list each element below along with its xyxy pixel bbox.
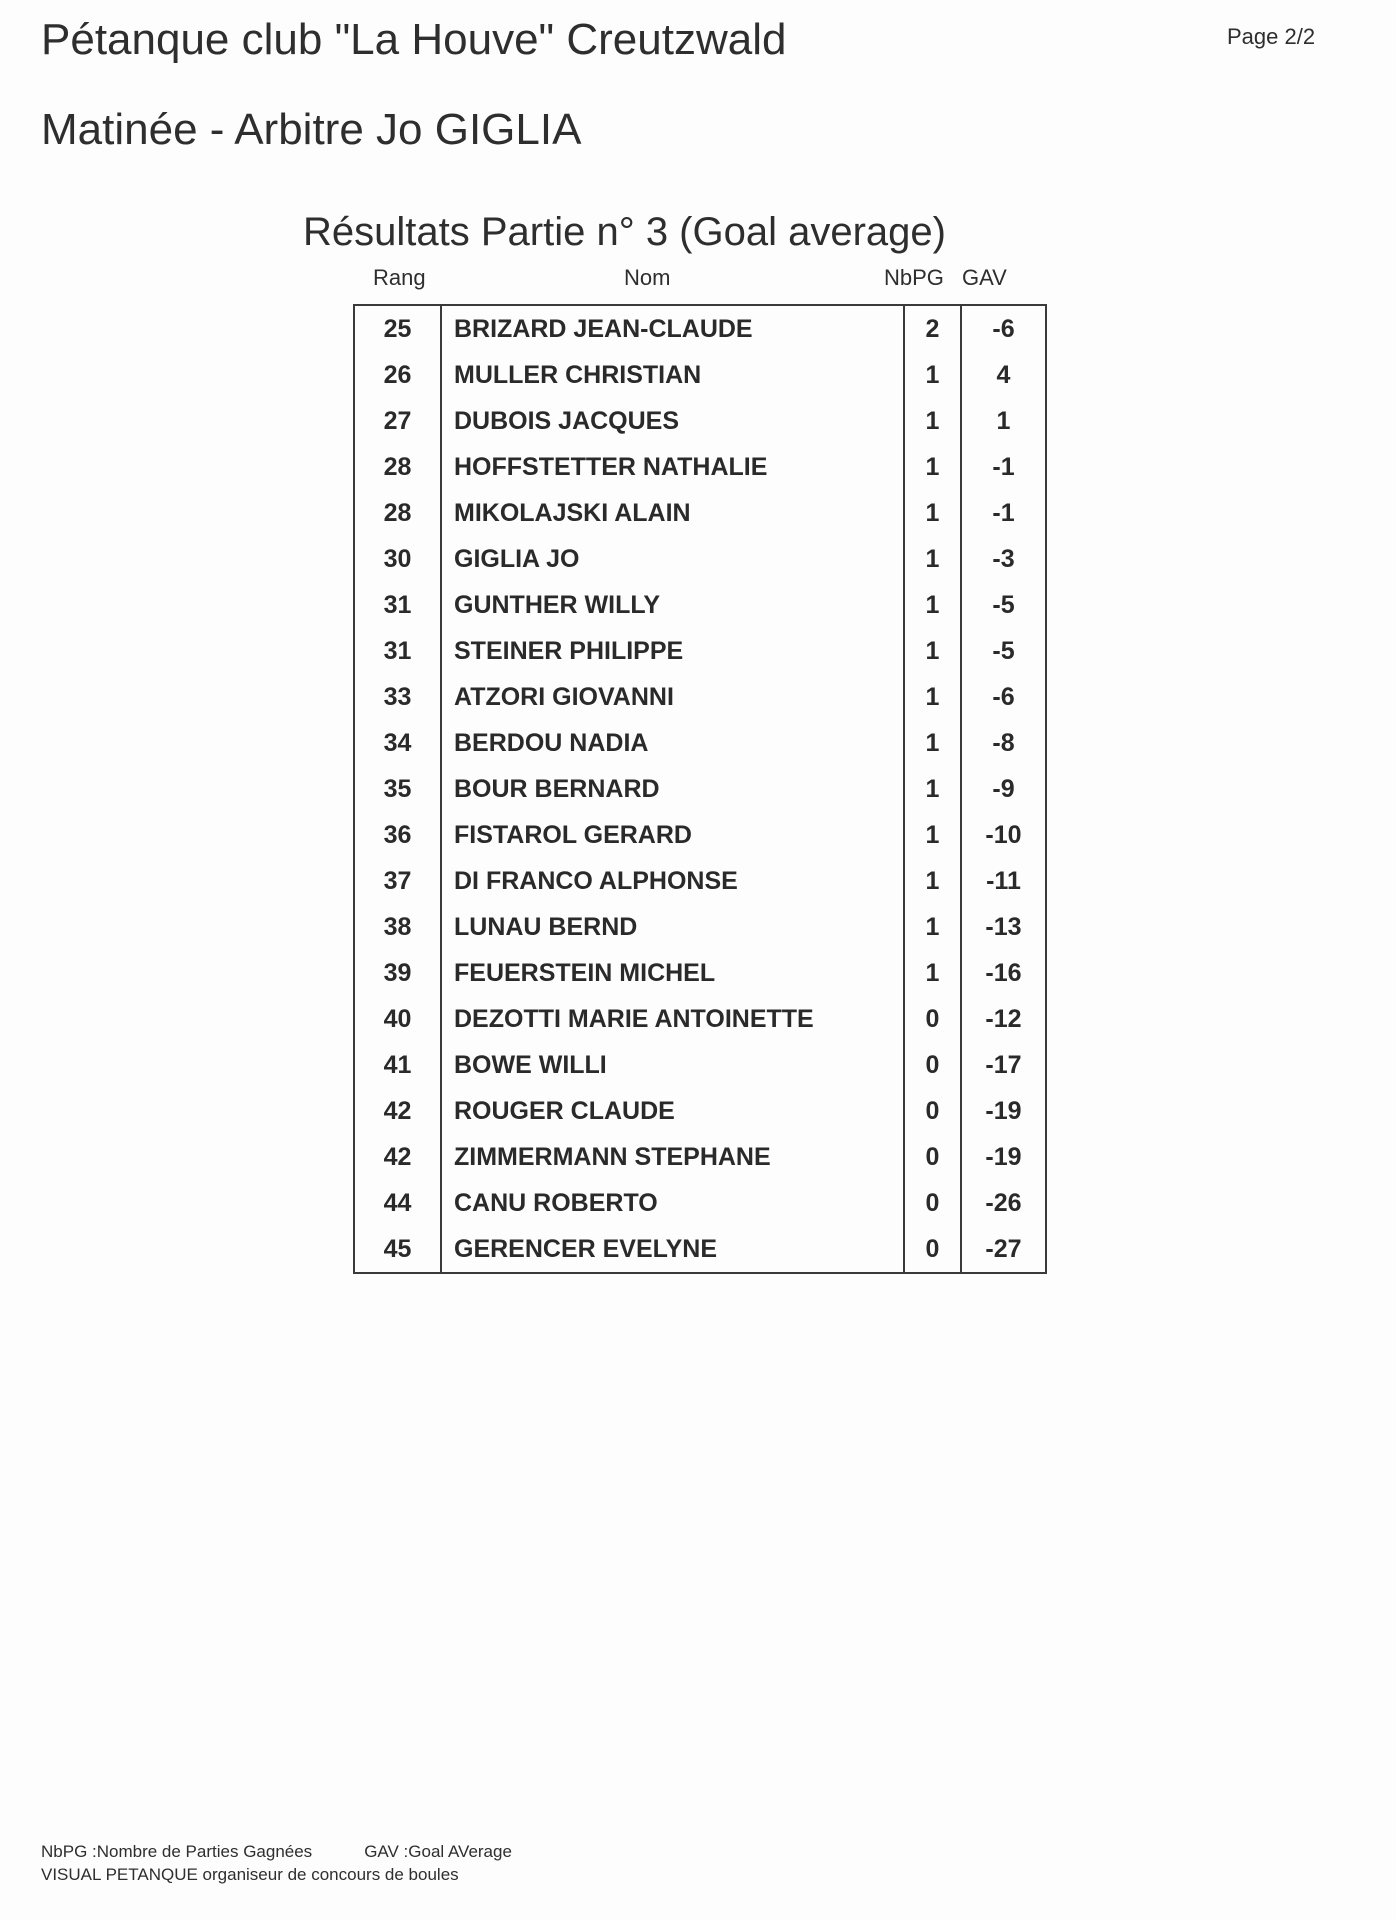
session-title: Matinée - Arbitre Jo GIGLIA	[41, 105, 582, 154]
rank-cell: 37	[354, 858, 441, 904]
table-row	[354, 398, 1046, 444]
column-header-rang: Rang	[373, 265, 426, 290]
goal-average-cell: -5	[992, 590, 1015, 619]
goal-average-cell: -8	[992, 728, 1015, 757]
table-row	[354, 1042, 1046, 1088]
page-number: Page 2/2	[1227, 24, 1316, 49]
player-name-cell: DEZOTTI MARIE ANTOINETTE	[441, 996, 904, 1042]
goal-average-cell: -10	[985, 820, 1022, 849]
goal-average-cell: -5	[992, 636, 1015, 665]
games-won-cell: 1	[904, 766, 961, 812]
games-won-cell: 1	[904, 444, 961, 490]
table-row	[354, 674, 1046, 720]
games-won-cell: 1	[904, 720, 961, 766]
goal-average-cell: -9	[992, 774, 1015, 803]
goal-average-cell: -12	[985, 1004, 1022, 1033]
games-won-cell: 1	[904, 950, 961, 996]
table-row	[354, 628, 1046, 674]
rank-cell: 31	[354, 628, 441, 674]
goal-average-cell: -13	[985, 912, 1022, 941]
games-won-cell: 1	[904, 398, 961, 444]
games-won-cell: 0	[904, 1226, 961, 1273]
player-name-cell: BERDOU NADIA	[441, 720, 904, 766]
games-won-cell: 1	[904, 674, 961, 720]
player-name-cell: BRIZARD JEAN-CLAUDE	[441, 305, 904, 352]
column-header-nbpg: NbPG	[884, 265, 944, 290]
table-row	[354, 1088, 1046, 1134]
goal-average-cell: -26	[985, 1188, 1022, 1217]
table-row	[354, 582, 1046, 628]
player-name-cell: ROUGER CLAUDE	[441, 1088, 904, 1134]
gav-legend: GAV :Goal AVerage	[364, 1842, 512, 1861]
player-name-cell: BOWE WILLI	[441, 1042, 904, 1088]
club-title: Pétanque club "La Houve" Creutzwald	[41, 15, 787, 64]
player-name-cell: DI FRANCO ALPHONSE	[441, 858, 904, 904]
goal-average-cell: -17	[985, 1050, 1022, 1079]
rank-cell: 41	[354, 1042, 441, 1088]
table-row	[354, 1226, 1046, 1273]
table-row	[354, 858, 1046, 904]
rank-cell: 38	[354, 904, 441, 950]
rank-cell: 25	[354, 305, 441, 352]
goal-average-cell: -3	[992, 544, 1015, 573]
player-name-cell: DUBOIS JACQUES	[441, 398, 904, 444]
goal-average-cell: -6	[992, 314, 1015, 343]
goal-average-cell: -11	[986, 866, 1021, 895]
table-row	[354, 536, 1046, 582]
games-won-cell: 1	[904, 490, 961, 536]
player-name-cell: STEINER PHILIPPE	[441, 628, 904, 674]
rank-cell: 45	[354, 1226, 441, 1273]
table-row	[354, 904, 1046, 950]
results-table	[353, 304, 1047, 1274]
player-name-cell: ZIMMERMANN STEPHANE	[441, 1134, 904, 1180]
table-row	[354, 996, 1046, 1042]
player-name-cell: BOUR BERNARD	[441, 766, 904, 812]
games-won-cell: 2	[904, 305, 961, 352]
games-won-cell: 0	[904, 1134, 961, 1180]
table-row	[354, 812, 1046, 858]
table-row	[354, 1180, 1046, 1226]
player-name-cell: GERENCER EVELYNE	[441, 1226, 904, 1273]
goal-average-cell: -19	[985, 1096, 1022, 1125]
rank-cell: 35	[354, 766, 441, 812]
rank-cell: 34	[354, 720, 441, 766]
goal-average-cell: -16	[985, 958, 1022, 987]
player-name-cell: FEUERSTEIN MICHEL	[441, 950, 904, 996]
table-row	[354, 1134, 1046, 1180]
column-header-gav: GAV	[962, 265, 1007, 290]
nbpg-legend: NbPG :Nombre de Parties Gagnées	[41, 1842, 313, 1861]
games-won-cell: 0	[904, 996, 961, 1042]
table-row	[354, 352, 1046, 398]
table-row	[354, 490, 1046, 536]
table-row	[354, 720, 1046, 766]
footer-organizer: VISUAL PETANQUE organiseur de concours de boules	[41, 1865, 459, 1884]
rank-cell: 27	[354, 398, 441, 444]
goal-average-cell: -1	[992, 498, 1015, 527]
column-header-nom: Nom	[624, 265, 671, 290]
goal-average-cell: 1	[996, 406, 1011, 435]
rank-cell: 36	[354, 812, 441, 858]
player-name-cell: ATZORI GIOVANNI	[441, 674, 904, 720]
games-won-cell: 1	[904, 536, 961, 582]
results-table-body	[354, 305, 1046, 1273]
table-row	[354, 444, 1046, 490]
games-won-cell: 0	[904, 1042, 961, 1088]
player-name-cell: GUNTHER WILLY	[441, 582, 904, 628]
rank-cell: 44	[354, 1180, 441, 1226]
player-name-cell: HOFFSTETTER NATHALIE	[441, 444, 904, 490]
table-row	[354, 950, 1046, 996]
goal-average-cell: -1	[992, 452, 1015, 481]
results-title: Résultats Partie n° 3 (Goal average)	[303, 210, 946, 254]
rank-cell: 26	[354, 352, 441, 398]
goal-average-cell: 4	[996, 360, 1011, 389]
rank-cell: 28	[354, 490, 441, 536]
rank-cell: 39	[354, 950, 441, 996]
games-won-cell: 0	[904, 1088, 961, 1134]
footer-legend	[41, 1842, 512, 1862]
table-row	[354, 305, 1046, 352]
games-won-cell: 0	[904, 1180, 961, 1226]
games-won-cell: 1	[904, 812, 961, 858]
games-won-cell: 1	[904, 582, 961, 628]
goal-average-cell: -19	[985, 1142, 1022, 1171]
rank-cell: 42	[354, 1134, 441, 1180]
player-name-cell: MIKOLAJSKI ALAIN	[441, 490, 904, 536]
table-row	[354, 766, 1046, 812]
games-won-cell: 1	[904, 628, 961, 674]
games-won-cell: 1	[904, 904, 961, 950]
player-name-cell: FISTAROL GERARD	[441, 812, 904, 858]
rank-cell: 30	[354, 536, 441, 582]
goal-average-cell: -27	[985, 1234, 1022, 1263]
rank-cell: 33	[354, 674, 441, 720]
goal-average-cell: -6	[992, 682, 1015, 711]
rank-cell: 31	[354, 582, 441, 628]
rank-cell: 40	[354, 996, 441, 1042]
rank-cell: 42	[354, 1088, 441, 1134]
rank-cell: 28	[354, 444, 441, 490]
player-name-cell: LUNAU BERND	[441, 904, 904, 950]
games-won-cell: 1	[904, 858, 961, 904]
games-won-cell: 1	[904, 352, 961, 398]
player-name-cell: GIGLIA JO	[441, 536, 904, 582]
player-name-cell: CANU ROBERTO	[441, 1180, 904, 1226]
player-name-cell: MULLER CHRISTIAN	[441, 352, 904, 398]
